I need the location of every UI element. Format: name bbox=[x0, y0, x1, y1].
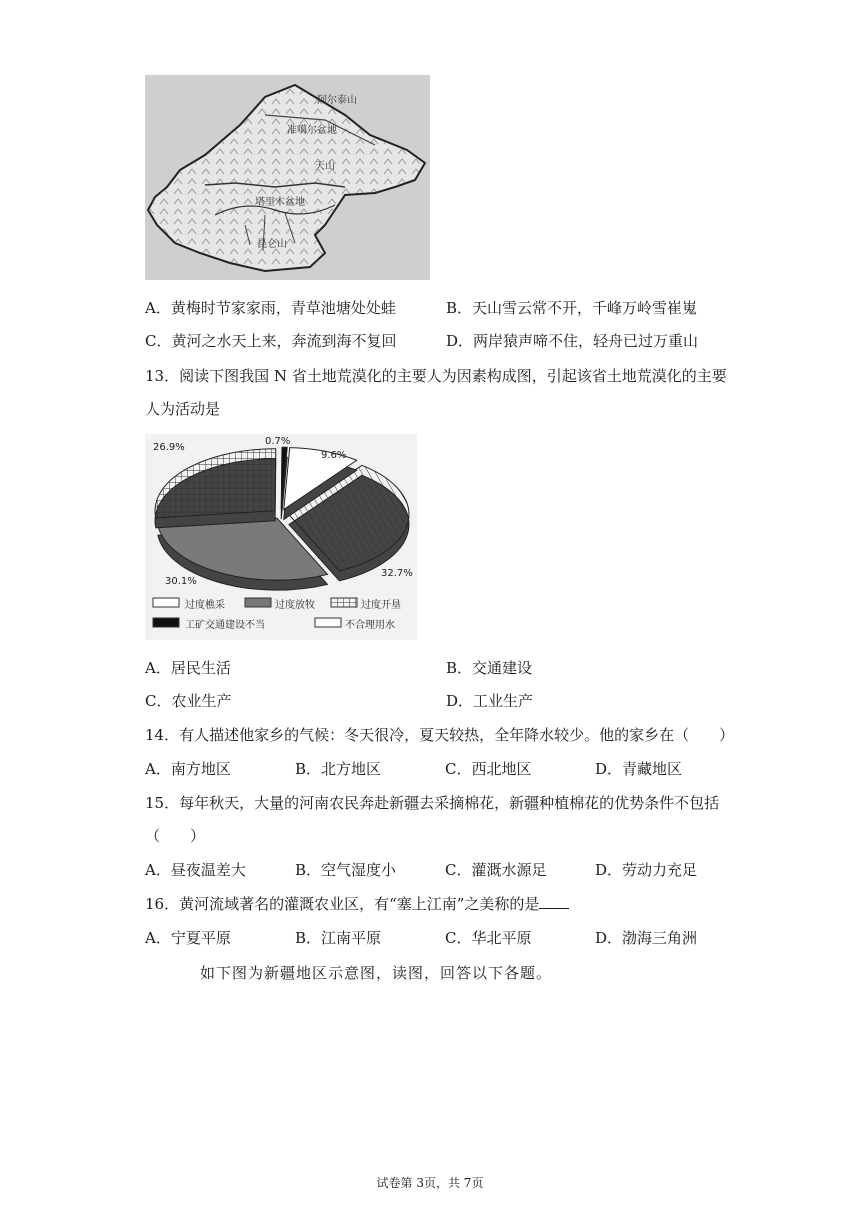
legend-swatch-reclamation bbox=[331, 598, 357, 607]
map-label: 天山 bbox=[315, 161, 335, 172]
pie-slice-reclamation bbox=[155, 449, 276, 518]
pie-label-reclamation: 26.9% bbox=[153, 442, 185, 453]
q12-option-a[interactable]: A．黄梅时节家家雨，青草池塘处处蛙 bbox=[145, 299, 396, 317]
q12-option-b[interactable]: B．天山雪云常不开，千峰万岭雪崔嵬 bbox=[446, 299, 698, 317]
legend-swatch-water bbox=[315, 618, 341, 627]
legend-label-firewood: 过度樵采 bbox=[185, 600, 225, 611]
pie-chart-figure bbox=[145, 434, 417, 640]
pie-label-water: 9.6% bbox=[321, 450, 347, 461]
map-label: 昆仑山 bbox=[257, 239, 287, 250]
q15-option-d[interactable]: D．劳动力充足 bbox=[595, 861, 698, 879]
q15-option-c[interactable]: C．灌溉水源足 bbox=[445, 861, 547, 879]
pie-label-grazing: 30.1% bbox=[165, 576, 197, 587]
q15-stem-line2: （ ） bbox=[145, 827, 206, 845]
map-label: 准噶尔盆地 bbox=[287, 125, 337, 136]
q13-stem-line2: 人为活动是 bbox=[145, 400, 221, 418]
xinjiang-map-figure bbox=[145, 75, 430, 280]
q14-option-c[interactable]: C．西北地区 bbox=[445, 760, 532, 778]
q15-option-a[interactable]: A．昼夜温差大 bbox=[145, 861, 246, 879]
q13-option-c[interactable]: C．农业生产 bbox=[145, 692, 232, 710]
q12-option-d[interactable]: D．两岸猿声啼不住，轻舟已过万重山 bbox=[446, 332, 699, 350]
legend-label-reclamation: 过度开垦 bbox=[361, 600, 401, 611]
section-intro: 如下图为新疆地区示意图，读图，回答以下各题。 bbox=[200, 964, 553, 982]
q15-stem-line1: 15．每年秋天，大量的河南农民奔赴新疆去采摘棉花，新疆种植棉花的优势条件不包括 bbox=[145, 794, 720, 812]
q13-option-b[interactable]: B．交通建设 bbox=[446, 659, 533, 677]
legend-label-water: 不合理用水 bbox=[345, 620, 395, 631]
legend-swatch-grazing bbox=[245, 598, 271, 607]
q16-option-a[interactable]: A．宁夏平原 bbox=[145, 929, 231, 947]
q16-option-b[interactable]: B．江南平原 bbox=[295, 929, 382, 947]
map-drawing bbox=[145, 75, 430, 280]
q16-option-d[interactable]: D．渤海三角洲 bbox=[595, 929, 698, 947]
legend-label-mining: 工矿交通建设不当 bbox=[185, 620, 265, 631]
q13-option-d[interactable]: D．工业生产 bbox=[446, 692, 534, 710]
page-footer: 试卷第 3页，共 7页 bbox=[376, 1176, 484, 1190]
pie-label-mining: 0.7% bbox=[265, 436, 291, 447]
legend-swatch-firewood bbox=[153, 598, 179, 607]
map-label: 塔里木盆地 bbox=[255, 197, 305, 208]
q13-stem-line1: 13．阅读下图我国 N 省土地荒漠化的主要人为因素构成图，引起该省土地荒漠化的主要 bbox=[145, 367, 727, 385]
map-label: 阿尔泰山 bbox=[317, 95, 357, 106]
q14-option-d[interactable]: D．青藏地区 bbox=[595, 760, 683, 778]
q15-option-b[interactable]: B．空气湿度小 bbox=[295, 861, 397, 879]
pie-label-firewood: 32.7% bbox=[381, 568, 413, 579]
q14-option-a[interactable]: A．南方地区 bbox=[145, 760, 231, 778]
q12-option-c[interactable]: C．黄河之水天上来，奔流到海不复回 bbox=[145, 332, 397, 350]
q16-stem: 16．黄河流域著名的灌溉农业区，有“塞上江南”之美称的是 bbox=[145, 893, 569, 915]
answer-blank[interactable] bbox=[539, 894, 569, 909]
q13-option-a[interactable]: A．居民生活 bbox=[145, 659, 231, 677]
q14-option-b[interactable]: B．北方地区 bbox=[295, 760, 382, 778]
legend-swatch-mining bbox=[153, 618, 179, 627]
q14-stem: 14．有人描述他家乡的气候：冬天很冷，夏天较热，全年降水较少。他的家乡在（ ） bbox=[145, 726, 735, 744]
q16-option-c[interactable]: C．华北平原 bbox=[445, 929, 532, 947]
legend-label-grazing: 过度放牧 bbox=[275, 600, 315, 611]
